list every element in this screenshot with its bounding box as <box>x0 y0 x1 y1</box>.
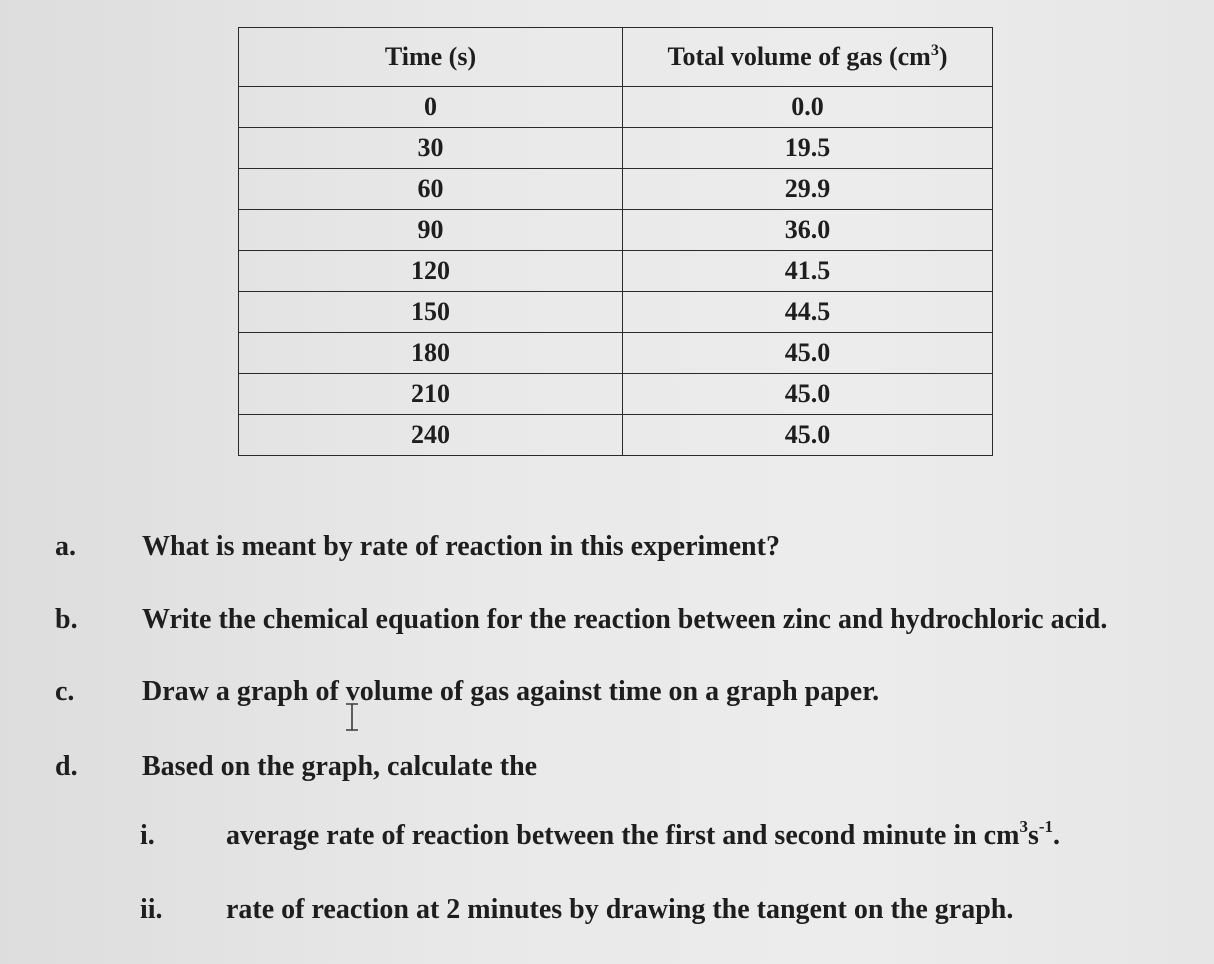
question-label: i. <box>140 820 155 851</box>
table-row <box>239 251 993 292</box>
table-row <box>239 210 993 251</box>
table-row <box>239 333 993 374</box>
table-row <box>239 87 993 128</box>
header-volume-superscript: 3 <box>930 42 939 59</box>
table-header-row <box>239 28 993 87</box>
cell-time: 120 <box>239 251 623 292</box>
text-cursor-icon <box>342 702 362 732</box>
question-text <box>226 817 1061 852</box>
cell-time: 30 <box>239 128 623 169</box>
table-row <box>239 415 993 456</box>
question-text: Based on the graph, calculate the <box>142 751 538 782</box>
question-text-end: . <box>1053 820 1061 851</box>
table-row <box>239 292 993 333</box>
question-text: What is meant by rate of reaction in this experiment? <box>142 531 780 562</box>
cell-volume: 45.0 <box>623 374 993 415</box>
question-label: c. <box>55 676 75 707</box>
question-text: Write the chemical equation for the reaction between zinc and hydrochloric acid. <box>142 604 1108 635</box>
header-volume-close: ) <box>938 42 948 71</box>
question-text-main: average rate of reaction between the first and second minute in cm <box>226 820 1020 851</box>
cell-time: 60 <box>239 169 623 210</box>
table-row <box>239 169 993 210</box>
cell-volume: 44.5 <box>623 292 993 333</box>
table-row <box>239 374 993 415</box>
cell-volume: 41.5 <box>623 251 993 292</box>
question-text: rate of reaction at 2 minutes by drawing the tangent on the graph. <box>226 894 1014 925</box>
cell-volume: 45.0 <box>623 415 993 456</box>
question-label: a. <box>55 531 76 562</box>
header-volume <box>623 28 993 87</box>
cell-volume: 36.0 <box>623 210 993 251</box>
unit-superscript-3: 3 <box>1019 817 1028 836</box>
cell-time: 90 <box>239 210 623 251</box>
cell-time: 180 <box>239 333 623 374</box>
header-time: Time (s) <box>239 28 623 87</box>
unit-superscript-minus-1: -1 <box>1038 817 1054 836</box>
cell-time: 150 <box>239 292 623 333</box>
cell-volume: 19.5 <box>623 128 993 169</box>
question-text: Draw a graph of volume of gas against time on a graph paper. <box>142 676 880 707</box>
data-table <box>238 27 993 456</box>
question-label: ii. <box>140 894 163 925</box>
question-label: b. <box>55 604 78 635</box>
cell-time: 0 <box>239 87 623 128</box>
table-row <box>239 128 993 169</box>
cell-time: 240 <box>239 415 623 456</box>
header-volume-text: Total volume of gas (cm <box>667 42 931 71</box>
cell-time: 210 <box>239 374 623 415</box>
unit-s: s <box>1027 820 1039 851</box>
cell-volume: 0.0 <box>623 87 993 128</box>
cell-volume: 45.0 <box>623 333 993 374</box>
question-label: d. <box>55 751 78 782</box>
cell-volume: 29.9 <box>623 169 993 210</box>
